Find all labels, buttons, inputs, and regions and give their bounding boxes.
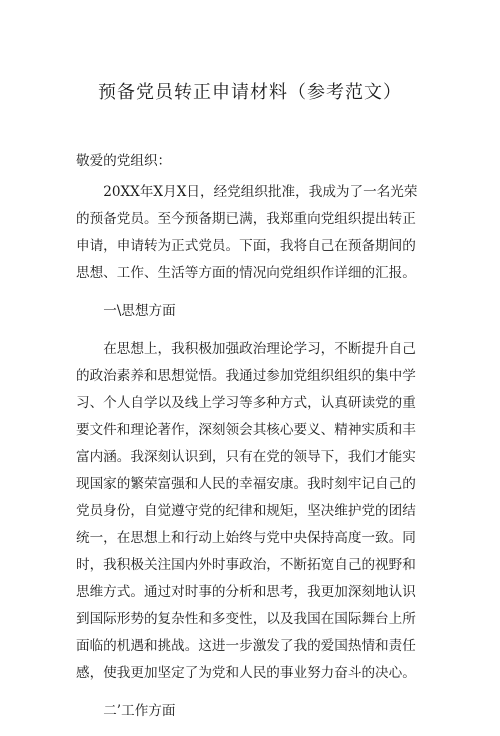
document-body — [76, 148, 425, 736]
greeting: 敬爱的党组织： — [76, 153, 172, 169]
section-heading-work: 二’工作方面 — [103, 703, 176, 719]
intro-paragraph: 20XX年X月X日，经党组织批准，我成为了一名光荣的预备党员。至今预备期已满，我郑重向党组织提出转正申请，申请转为正式党员。下面，我将自己在预备期间的思想、工作、生活等方面的情况向党组织作详细的汇报。 — [76, 184, 418, 281]
document-title: 预备党员转正申请材料（参考范文） — [98, 82, 402, 103]
section-heading-thought: 一\思想方面 — [103, 303, 176, 319]
section-body-thought: 在思想上，我积极加强政治理论学习，不断提升自己的政治素养和思想觉悟。我通过参加党组织组织的集中学习、个人自学以及线上学习等多种方式，认真研读党的重要文件和理论著作，深刻领会其核心要义、精神实质和丰富内涵。我深刻认识到，只有在党的领导下，我们才能实现国家的繁荣富强和人民的幸福安康。我时刻牢记自己的党员身份，自觉遵守党的纪律和规矩，坚决维护党的团结统一，在思想上和行动上始终与党中央保持高度一致。同时，我积极关注国内外时事政治，不断拓宽自己的视野和思维方式。通过对时事的分析和思考，我更加深刻地认识到国际形势的复杂性和多变性，以及我国在国际舞台上所面临的机遇和挑战。这进一步激发了我的爱国热情和责任感，使我更加坚定了为党和人民的事业努力奋斗的决心。 — [76, 341, 416, 681]
